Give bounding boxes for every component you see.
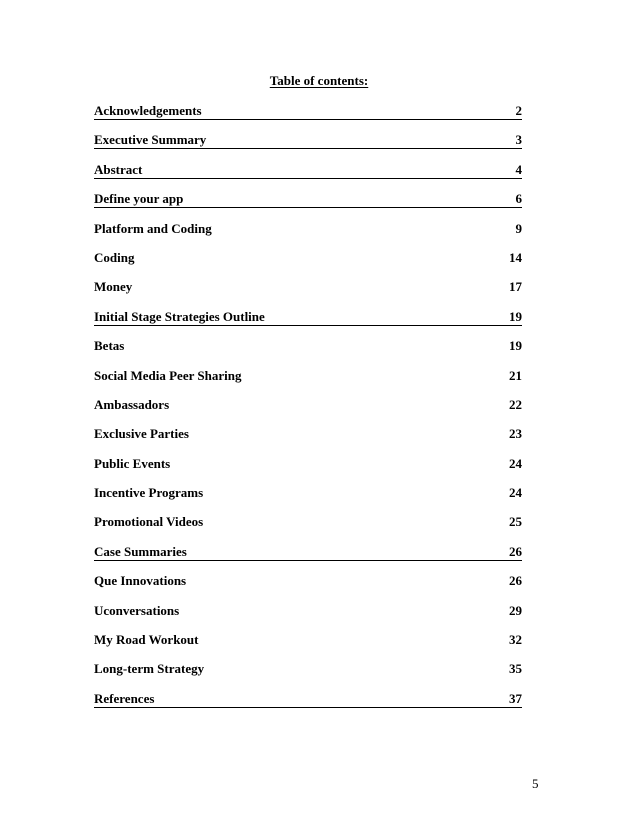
toc-entry-label: My Road Workout: [94, 632, 199, 648]
toc-entry-page: 21: [509, 367, 522, 383]
toc-entry-label: Betas: [94, 338, 125, 354]
toc-entry-label: Define your app: [94, 191, 184, 207]
toc-entry: [94, 661, 522, 690]
toc-entry: [94, 426, 522, 455]
toc-entry-page: 37: [509, 690, 522, 706]
toc-entry-label: Abstract: [94, 161, 143, 177]
toc-entry-page: 29: [509, 602, 522, 618]
toc-entry: [94, 250, 522, 279]
toc-list: [94, 103, 522, 720]
toc-entry: [94, 456, 522, 485]
toc-entry-label: Initial Stage Strategies Outline: [94, 308, 265, 324]
toc-entry-label: Acknowledgements: [94, 103, 202, 118]
toc-entry-page: 35: [509, 661, 522, 677]
toc-entry: [94, 309, 522, 338]
page-number: 5: [532, 776, 539, 791]
toc-entry-label: Incentive Programs: [94, 485, 204, 501]
toc-entry-page: 4: [515, 161, 522, 177]
toc-entry-label: Long-term Strategy: [94, 661, 205, 677]
toc-entry-label: Money: [94, 279, 133, 295]
toc-entry-label: Uconversations: [94, 602, 180, 618]
toc-entry: [94, 514, 522, 543]
toc-entry-page: 25: [509, 514, 522, 530]
toc-entry-page: 26: [509, 573, 522, 589]
toc-entry-label: References: [94, 690, 155, 706]
toc-entry-page: 14: [509, 249, 522, 265]
toc-entry-label: Platform and Coding: [94, 220, 212, 236]
toc-entry-page: 26: [509, 543, 522, 559]
toc-entry-page: 24: [509, 485, 522, 501]
toc-entry-label: Promotional Videos: [94, 514, 204, 530]
toc-title: Table of contents:: [269, 73, 369, 88]
toc-entry-page: 23: [509, 426, 522, 442]
toc-entry: [94, 368, 522, 397]
toc-entry-label: Case Summaries: [94, 543, 187, 559]
toc-entry: [94, 132, 522, 161]
toc-entry: [94, 191, 522, 220]
toc-entry: [94, 221, 522, 250]
toc-entry: [94, 603, 522, 632]
toc-entry-page: 9: [515, 220, 522, 236]
toc-entry: [94, 103, 522, 132]
toc-entry: [94, 279, 522, 308]
toc-entry-label: Coding: [94, 249, 135, 265]
toc-entry-page: 32: [509, 632, 522, 648]
toc-entry-label: Public Events: [94, 455, 171, 471]
toc-entry-page: 3: [515, 132, 522, 148]
toc-entry: [94, 573, 522, 602]
toc-entry-label: Exclusive Parties: [94, 426, 189, 442]
toc-entry-page: 17: [509, 279, 522, 295]
toc-entry-label: Que Innovations: [94, 573, 187, 589]
toc-entry-label: Executive Summary: [94, 132, 207, 148]
toc-entry-page: 24: [509, 455, 522, 471]
toc-entry: [94, 485, 522, 514]
toc-entry-page: 22: [509, 396, 522, 412]
toc-entry-page: 19: [509, 338, 522, 354]
toc-entry: [94, 691, 522, 720]
toc-entry-page: 6: [515, 191, 522, 207]
toc-entry: [94, 544, 522, 573]
toc-entry-label: Social Media Peer Sharing: [94, 367, 242, 383]
toc-entry-page: 2: [515, 103, 522, 118]
toc-entry: [94, 632, 522, 661]
toc-entry-page: 19: [509, 308, 522, 324]
toc-entry: [94, 397, 522, 426]
toc-entry: [94, 338, 522, 367]
toc-entry-label: Ambassadors: [94, 396, 170, 412]
toc-entry: [94, 162, 522, 191]
